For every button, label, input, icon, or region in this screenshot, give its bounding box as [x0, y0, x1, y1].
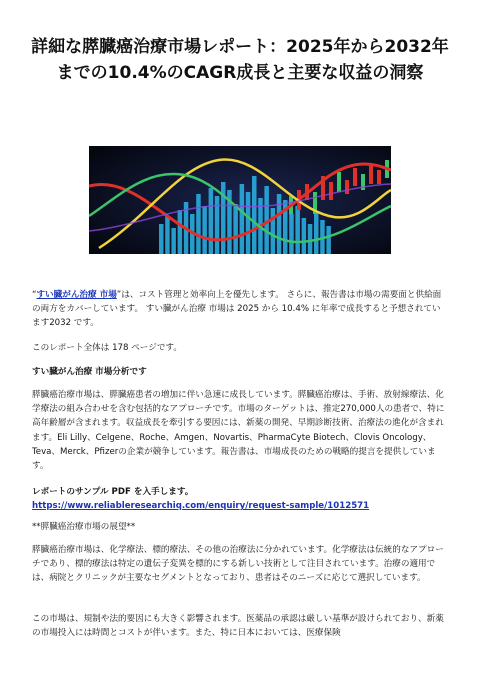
stock-chart-banner	[89, 146, 391, 254]
regulation-paragraph: この市場は、規制や法的要因にも大きく影響されます。医薬品の承認は厳しい基準が設けられており、新薬の市場投入には時間とコストが伴います。また、特に日本においては、医療保険	[32, 614, 444, 639]
banner-bar	[326, 226, 331, 254]
banner-candle	[329, 182, 333, 200]
report-title: 詳細な膵臓癌治療市場レポート：2025年から2032年までの10.4%のCAGR成長と主要な収益の洞察	[31, 37, 449, 83]
banner-bar	[159, 224, 164, 254]
banner-bar	[308, 224, 313, 254]
banner-bar	[165, 216, 170, 254]
banner-bar	[233, 204, 238, 254]
market-keyword-link[interactable]: すい臓がん治療 市場	[36, 290, 117, 300]
analysis-heading: すい臓がん治療 市場分析です	[32, 367, 147, 377]
banner-candle	[353, 168, 357, 186]
page-count-text: このレポート全体は 178 ページです。	[32, 343, 182, 353]
intro-text: ”は、コスト管理と効率向上を優先します。 さらに、報告書は市場の需要面と供給面の両方をカバーしています。 すい臓がん治療 市場は 2025 から 10.4% に年率で成長すると予想されています2032 です。	[32, 290, 442, 329]
sample-request-link[interactable]: https://www.reliableresearchiq.com/enquiry/request-sample/1012571	[32, 501, 370, 512]
banner-bar	[202, 206, 207, 254]
banner-bar	[196, 194, 201, 254]
sample-request-line	[32, 485, 448, 513]
analysis-paragraph: 膵臓癌治療市場は、膵臓癌患者の増加に伴い急速に成長しています。膵臓癌治療は、手術、放射線療法、化学療法の組み合わせを含む包括的なアプローチです。市場のターゲットは、推定270,000人の患者で、特に高年齢層が含まれます。収益成長を牽引する要因には、新薬の開発、早期診断技術、治療法の進化が含まれます。Eli Lilly、Celgene、Roche、Amgen、Novartis、PharmaCyte Biotech、Clovis Oncology、Teva、Merck、Pfizerの企業が競争しています。報告書は、市場成長のための戦略的提言を提供しています。	[32, 390, 445, 472]
intro-paragraph	[32, 288, 448, 331]
banner-candle	[377, 170, 381, 184]
banner-bar	[314, 212, 319, 254]
banner-bar	[215, 196, 220, 254]
banner-bar	[209, 188, 214, 254]
banner-bar	[240, 184, 245, 254]
outlook-paragraph: 膵臓癌治療市場は、化学療法、標的療法、その他の治療法に分かれています。化学療法は伝統的なアプローチであり、標的療法は特定の遺伝子変異を標的にする新しい技術として注目されています。治療の適用では、病院とクリニックが主要なセグメントとなっており、患者はそのニーズに応じて選択しています。	[32, 545, 444, 584]
banner-bar	[295, 206, 300, 254]
banner-candle	[369, 164, 373, 184]
banner-candle	[345, 180, 349, 194]
banner-bar	[246, 192, 251, 254]
sample-label: レポートのサンプル PDF を入手します。	[32, 487, 194, 497]
outlook-heading: **膵臓癌治療市場の展望**	[32, 522, 136, 532]
banner-bar	[289, 214, 294, 254]
open-quote: “	[32, 290, 37, 300]
banner-bar	[302, 218, 307, 254]
banner-bar	[277, 194, 282, 254]
banner-bar	[271, 208, 276, 254]
banner-candle	[337, 172, 341, 192]
banner-bar	[252, 176, 257, 254]
banner-bar	[171, 228, 176, 254]
stock-chart-banner-icon	[89, 146, 391, 254]
banner-bar	[178, 210, 183, 254]
